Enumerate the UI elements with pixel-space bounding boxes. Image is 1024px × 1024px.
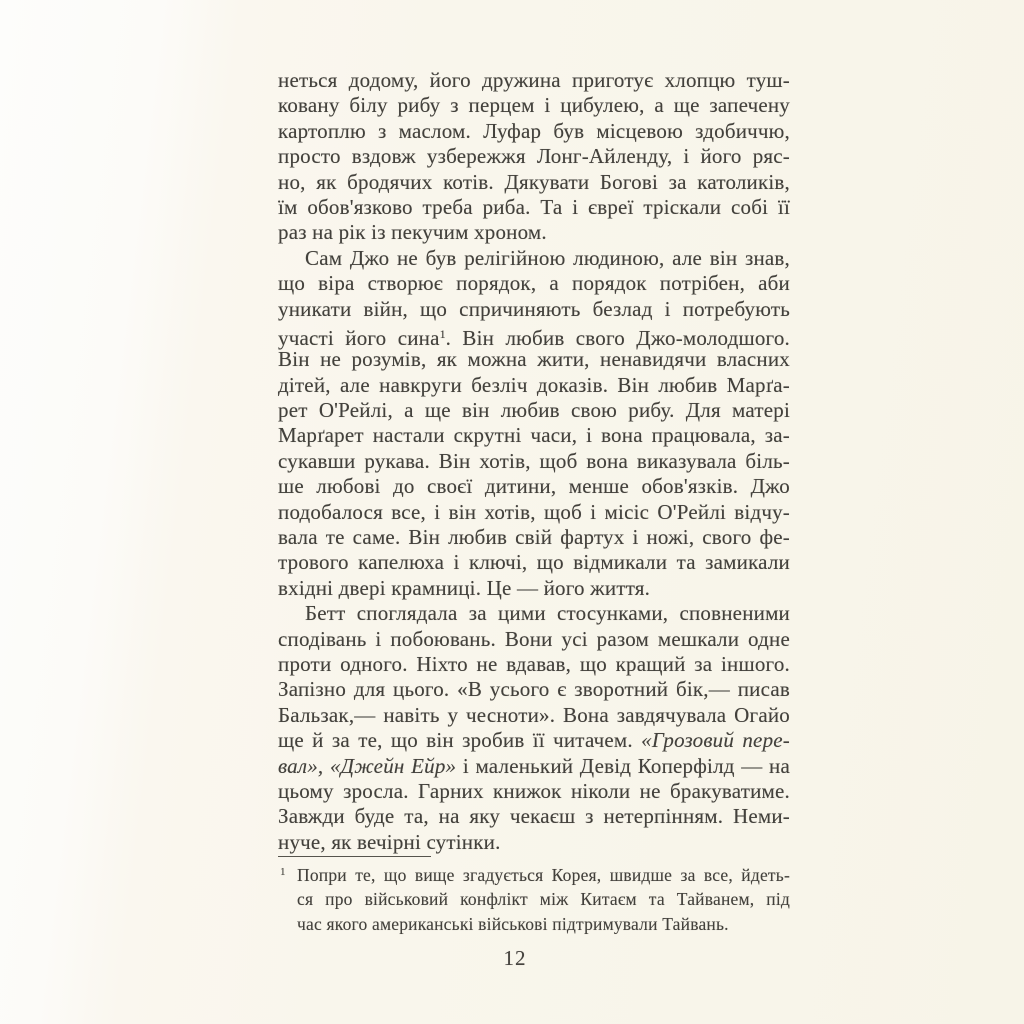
text-line: рет О'Рейлі, а ще він любив свою рибу. Для матері [278, 398, 790, 423]
book-title-italic: «Грозовий пере- [641, 728, 790, 753]
text-line: їм обов'язково треба риба. Та і євреї тріскали собі її [278, 194, 790, 219]
text-line: но, як бродячих котів. Дякувати Богові за католиків, [278, 169, 790, 194]
text-line: сукавши рукава. Він хотів, щоб вона виказувала біль- [278, 448, 790, 473]
text-line: уникати війн, що спричиняють безлад і потребують [278, 296, 790, 321]
text-line: трового капелюха і ключі, що відмикали та замикали [278, 550, 790, 575]
text-line: проти одного. Ніхто не вдавав, що кращий за іншого. [278, 651, 790, 676]
text-line: Він не розумів, як можна жити, ненавидячи власних [278, 347, 790, 372]
page-number: 12 [503, 946, 527, 970]
text-line: нуче, як вечірні сутінки. [278, 829, 501, 854]
text-line: вала те саме. Він любив свій фартух і ножі, свого фе- [278, 525, 790, 550]
text-line: просто вздовж узбережжя Лонг-Айленду, і його ряс- [278, 144, 790, 169]
text-line: картоплю з маслом. Луфар був місцевою здобиччю, [278, 118, 790, 143]
footnote-line: ся про військовий конфлікт між Китаєм та Тайванем, під [297, 889, 790, 910]
paragraph [278, 601, 790, 855]
footnote-divider [278, 856, 431, 857]
book-title-italic: вал», «Джейн Ейр» [278, 753, 457, 778]
text-line: участі його сина$^1$. Він любив свого Джо-молодшого. [278, 325, 790, 350]
text-line: цьому зросла. Гарних книжок ніколи не бракуватиме. [278, 778, 790, 803]
text-line: Завжди буде та, на яку чекаєш з нетерпінням. Неми- [278, 804, 790, 829]
footnote-reference-superscript: 1 [439, 326, 446, 341]
text-line: сподівань і побоювань. Вони усі разом мешкали одне [278, 626, 790, 651]
page-text-block [278, 68, 790, 855]
text-line: Бетт споглядала за цими стосунками, сповненими [305, 601, 790, 626]
text-line: Бальзак,— навіть у чесноти». Вона завдячувала Огайо [278, 702, 790, 727]
footnote-marker: 1 [280, 866, 286, 878]
footnote [278, 863, 790, 936]
footnote-line: 1 Попри те, що вище згадується Корея, швидше за все, йдеть- [278, 863, 790, 887]
text-line: ще й за те, що він зробив її читачем. «Грозовий пере- [278, 728, 790, 753]
text-line: подобалося все, і він хотів, щоб і місіс О'Рейлі відчу- [278, 499, 790, 524]
text-line: дітей, але навкруги безліч доказів. Він любив Марґа- [278, 372, 790, 397]
text-line: раз на рік із пекучим хроном. [278, 220, 547, 245]
paragraph [278, 68, 790, 246]
paragraph [278, 246, 790, 601]
text-line: Марґарет настали скрутні часи, і вона працювала, за- [278, 423, 790, 448]
text-line: що віра створює порядок, а порядок потрібен, аби [278, 271, 790, 296]
text-line: ковану білу рибу з перцем і цибулею, а ще запечену [278, 93, 790, 118]
text-line: вхідні двері крамниці. Це — його життя. [278, 575, 651, 600]
text-line: неться додому, його дружина приготує хлопцю туш- [278, 68, 790, 92]
text-line: ше любові до своєї дитини, менше обов'язків. Джо [278, 474, 790, 499]
text-line: Сам Джо не був релігійною людиною, але він знав, [305, 245, 790, 270]
text-line: вал», «Джейн Ейр» і маленький Девід Коперфілд — на [278, 753, 790, 778]
text-line: Запізно для цього. «В усього є зворотний бік,— писав [278, 677, 790, 702]
footnote-line: час якого американські військові підтримували Тайвань. [297, 913, 729, 934]
